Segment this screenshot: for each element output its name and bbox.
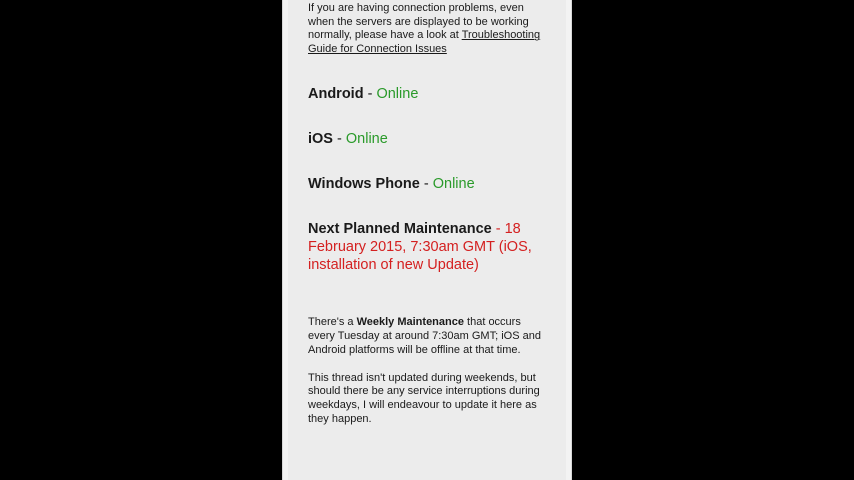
platform-name: iOS	[308, 130, 333, 147]
status-android	[308, 85, 548, 103]
status-separator: -	[419, 175, 433, 192]
maintenance-value: 18 February 2015, 7:30am GMT (iOS, installation of new Update)	[308, 220, 532, 273]
status-value: Online	[376, 85, 419, 102]
next-maintenance	[308, 220, 548, 274]
platform-name: Windows Phone	[308, 175, 420, 192]
weekly-bold: Weekly Maintenance	[356, 315, 464, 328]
status-separator: -	[363, 85, 377, 102]
weekly-maintenance-paragraph	[308, 316, 548, 358]
weekly-post: that occurs every Tuesday at around 7:30am GMT; iOS and Android platforms will be offline at that time.	[308, 315, 541, 356]
screen-edge-left	[283, 0, 288, 480]
intro-text: If you are having connection problems, even when the servers are displayed to be working normally, please have a look at	[308, 2, 529, 42]
status-windows-phone	[308, 175, 548, 193]
phone-screen	[282, 0, 572, 480]
status-ios	[308, 130, 548, 148]
status-value: Online	[432, 175, 475, 192]
server-status-post	[308, 2, 548, 427]
platform-name: Android	[308, 85, 364, 102]
screen-edge-right	[566, 0, 571, 480]
status-separator: -	[332, 130, 346, 147]
status-value: Online	[345, 130, 388, 147]
intro-paragraph	[308, 2, 548, 57]
maintenance-separator: -	[491, 220, 505, 237]
maintenance-label: Next Planned Maintenance	[308, 220, 492, 237]
troubleshooting-guide-link[interactable]: Troubleshooting Guide for Connection Issues	[308, 29, 541, 56]
update-note-paragraph: This thread isn't updated during weekends, but should there be any service interruptions during weekdays, I will endeavour to update it here as they happen.	[308, 371, 540, 426]
weekly-pre: There's a	[308, 315, 357, 328]
